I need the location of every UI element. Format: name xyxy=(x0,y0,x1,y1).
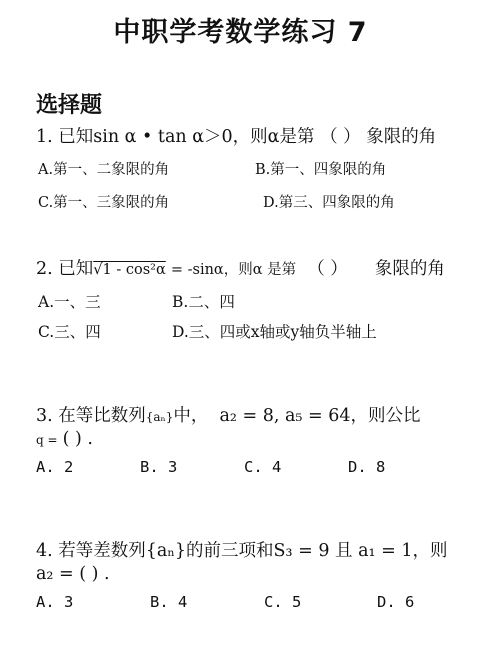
question-3-line-2 xyxy=(36,429,93,449)
question-3-stem xyxy=(36,402,421,427)
question-1-option-c[interactable]: C.第一、三象限的角 xyxy=(38,195,170,211)
question-2-option-a[interactable]: A.一、三 xyxy=(38,293,101,311)
question-2-stem-prefix: 2. 已知 xyxy=(36,259,94,279)
question-1-option-d[interactable]: D.第三、四象限的角 xyxy=(263,195,395,211)
question-2-paren: （ ） xyxy=(307,259,348,279)
page-title: 中职学考数学练习 7 xyxy=(113,17,368,48)
question-2-stem-mid: = -sinα，则α 是第 xyxy=(170,262,297,278)
question-2-stem xyxy=(36,255,445,280)
question-4-option-c[interactable]: C. 5 xyxy=(264,593,302,611)
question-1-option-a[interactable]: A.第一、二象限的角 xyxy=(38,162,170,178)
question-3-option-d[interactable]: D. 8 xyxy=(348,458,386,476)
question-3-stem-a: 3. 在等比数列 xyxy=(36,406,146,426)
question-2-option-b[interactable]: B.二、四 xyxy=(172,293,235,311)
question-3-condition: a₂ = 8, a₅ = 64 xyxy=(219,406,351,426)
question-4-option-d[interactable]: D. 6 xyxy=(377,593,415,611)
question-2-radical: √1 - cos²α xyxy=(93,262,166,278)
question-3-answer-blank: ( ) . xyxy=(62,429,93,449)
question-3-stem-b: 中， xyxy=(173,406,209,426)
question-2-option-c[interactable]: C.三、四 xyxy=(38,323,101,341)
question-3-option-c[interactable]: C. 4 xyxy=(244,458,282,476)
question-1-option-b[interactable]: B.第一、四象限的角 xyxy=(255,162,387,178)
question-4-option-a[interactable]: A. 3 xyxy=(36,593,74,611)
question-2-option-d[interactable]: D.三、四或x轴或y轴负半轴上 xyxy=(172,323,377,341)
question-3-sequence: {aₙ} xyxy=(145,410,174,424)
question-1-stem: 1. 已知sin α • tan α＞0，则α是第 （ ） 象限的角 xyxy=(36,127,437,147)
question-3-option-a[interactable]: A. 2 xyxy=(36,458,74,476)
question-4-option-b[interactable]: B. 4 xyxy=(150,593,188,611)
question-3-stem-c: ，则公比 xyxy=(350,406,421,426)
question-3-option-b[interactable]: B. 3 xyxy=(140,458,178,476)
question-3-q-var: q = xyxy=(36,433,58,447)
section-heading: 选择题 xyxy=(36,93,103,118)
question-4-line-2: a₂ = ( ) . xyxy=(36,564,110,584)
question-4-stem: 4. 若等差数列{aₙ}的前三项和S₃ = 9 且 a₁ = 1，则 xyxy=(36,541,448,561)
question-2-stem-suffix: 象限的角 xyxy=(374,259,445,279)
